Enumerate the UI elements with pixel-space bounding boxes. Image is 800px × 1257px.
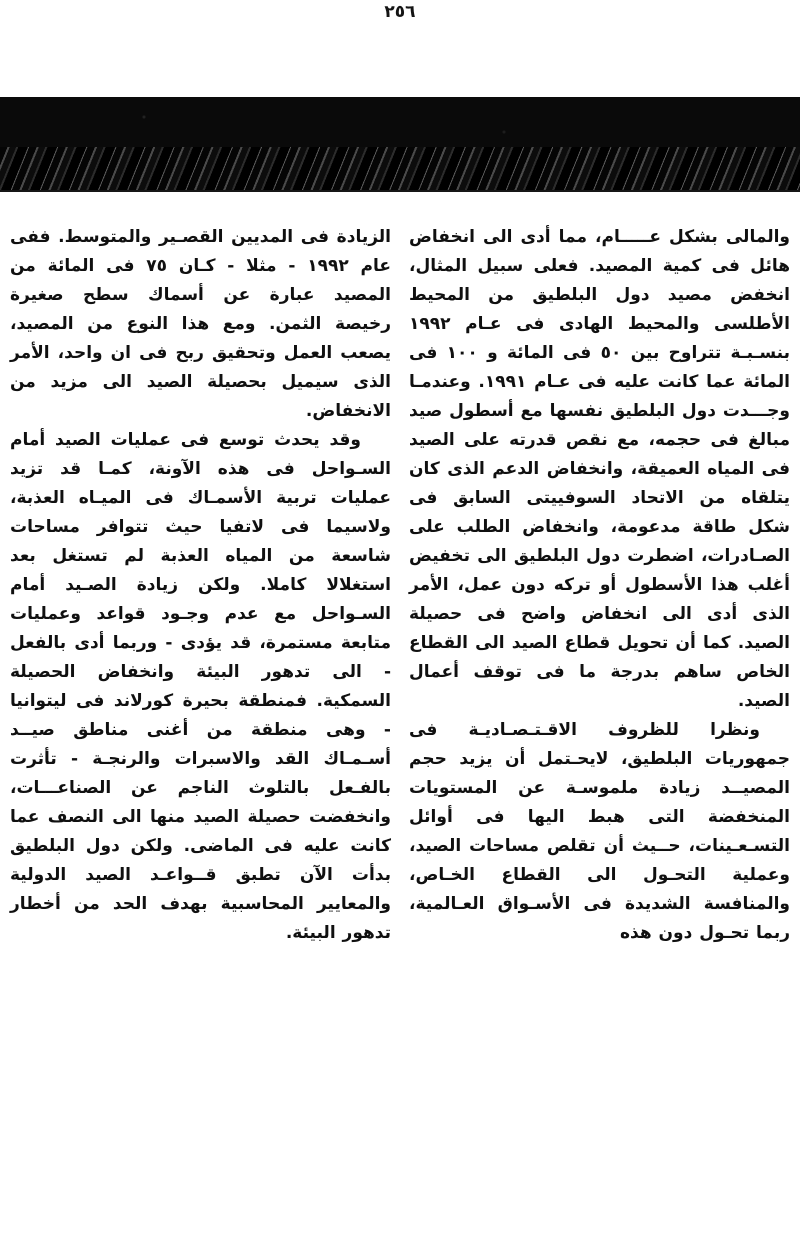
left-column (10, 223, 391, 948)
body-paragraph: ونظرا للظروف الاقـتـصـاديـة فى جمهوريات البلطيق، لايحـتمل أن يزيد حجم المصيــد زيادة ملموسـة عن المستويات المنخفضة التى هبط اليها فى أوائل التسـعـينات، حــيث أن تقلص مساحات الصيد، وعملية التحـول الى القطاع الخـاص، والمنافسة الشديدة فى الأسـواق العـالمية، ربما تحـول دون هذه (409, 720, 790, 943)
right-column (409, 223, 790, 948)
page-number: ٢٥٦ (384, 2, 416, 22)
scan-band-solid (0, 97, 800, 147)
body-paragraph: والمالى بشكل عـــــام، مما أدى الى انخفاض هائل فى كمية المصيد. فعلى سبيل المثال، انخفض مصيد دول البلطيق من المحيط الأطلسى والمحيط الهادى فى عـام ١٩٩٢ بنسـبـة تتراوح بين ٥٠ فى المائة و ١٠٠ فى المائة عما كانت عليه فى عـام ١٩٩١. وعندمـا وجـــدت دول البلطيق نفسها مع أسطول صيد مبالغ فى حجمه، مع نقص قدرته على الصيد فى المياه العميقة، وانخفاض الدعم الذى كان يتلقاه من الاتحاد السوفييتى السابق فى شكل طاقة مدعومة، وانخفاض الطلب على الصـادرات، اضطرت دول البلطيق الى تخفيض أغلب هذا الأسطول أو تركه دون عمل، الأمر الذى أدى الى انخفاض واضح فى حصيلة الصيد. كما أن تحويل قطاع الصيد الى القطاع الخاص ساهم بدرجة ما فى توقف أعمال الصيد. (409, 227, 791, 711)
text-columns (10, 223, 790, 948)
scan-artifact-band (0, 97, 800, 190)
body-paragraph: وقد يحدث توسع فى عمليات الصيد أمام السـواحل فى هذه الآونة، كمـا قد تزيد عمليات تربية الأسمـاك فى الميـاه العذبة، ولاسيما فى لاتفيا حيث تتوافر مساحات شاسعة من المياه العذبة لم تستغل بعد استغلالا كاملا. ولكن زيادة الصـيد أمام السـواحل مع عدم وجـود قواعد وعمليات متابعة مستمرة، قد يؤدى - وربما أدى بالفعل - الى تدهور البيئة وانخفاض الحصيلة السمكية. فمنطقة بحيرة كورلاند فى ليتوانيا - وهى منطقة من أغنى مناطق صيــد أسـمـاك القد والاسبرات والرنجـة - تأثرت بالفـعل بالتلوث الناجم عن الصناعـــات، وانخفضت حصيلة الصيد منها الى النصف عما كانت عليه فى الماضى. ولكن دول البلطيق بدأت الآن تطبق قــواعـد الصيد الدولية والمعايير المحاسبية بهدف الحد من أخطار تدهور البيئة. (10, 430, 391, 943)
scan-band-streaks (0, 147, 800, 192)
body-paragraph: الزيادة فى المديين القصـير والمتوسط. ففى عام ١٩٩٢ - مثلا - كـان ٧٥ فى المائة من المصيد عبارة عن أسماك سطح صغيرة رخيصة الثمن. ومع هذا النوع من المصيد، يصعب العمل وتحقيق ربح فى ان واحد، الأمر الذى سيميل بحصيلة الصيد الى مزيد من الانخفاض. (10, 227, 392, 421)
